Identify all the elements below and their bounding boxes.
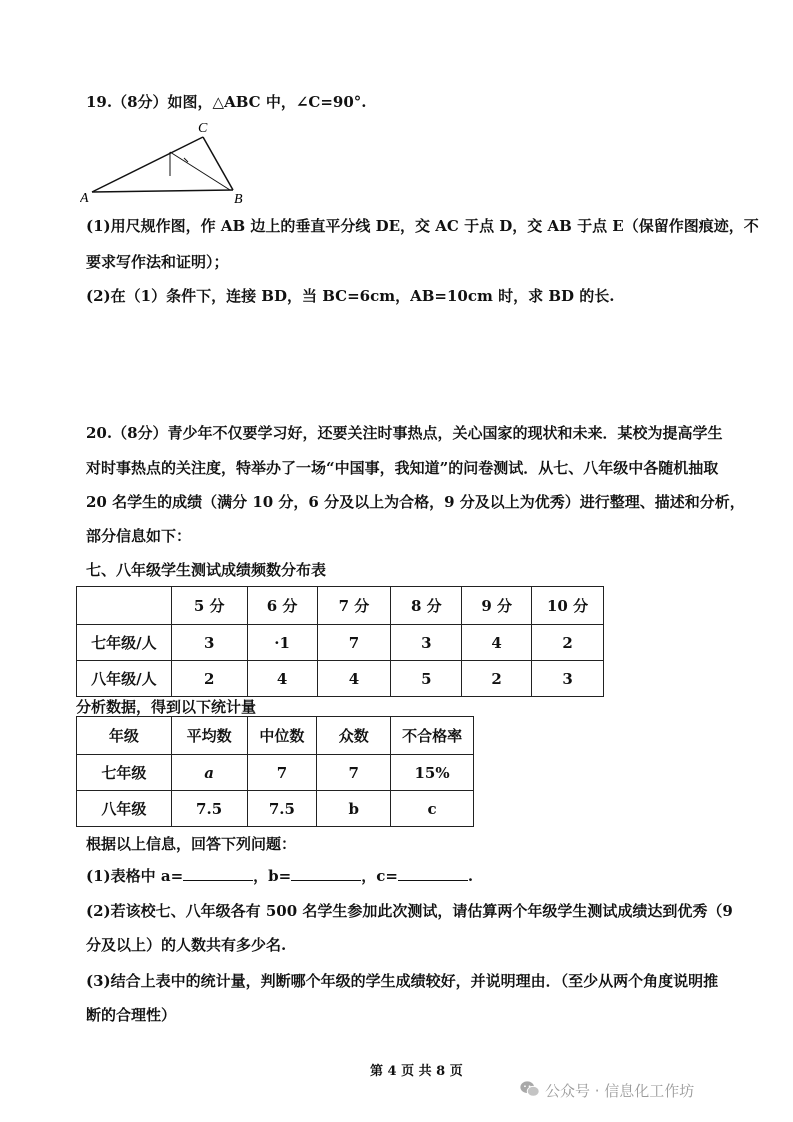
table-cell: c: [391, 791, 474, 827]
table-cell: 7.5: [247, 791, 317, 827]
table-cell: 七年级: [77, 755, 172, 791]
table-cell: b: [317, 791, 391, 827]
q19-header: 19.（8分）如图，△ABC 中，∠C=90°.: [86, 93, 367, 111]
answer-blank-c[interactable]: [398, 866, 468, 881]
answer-blank-a[interactable]: [183, 866, 253, 881]
q20-prompt: 根据以上信息，回答下列问题：: [86, 835, 297, 853]
triangle-figure: [80, 118, 255, 208]
table-header-row: [77, 717, 474, 755]
q20-part3-line2: 断的合理性）: [86, 1006, 177, 1024]
wechat-icon: [519, 1078, 541, 1100]
table-header-cell: 平均数: [171, 717, 247, 755]
table-header-cell: 不合格率: [391, 717, 474, 755]
q20-part2-line2: 分及以上）的人数共有多少名.: [86, 936, 287, 954]
table-header-cell: 7 分: [317, 587, 391, 625]
table-cell: 4: [317, 661, 391, 697]
table-cell: 7: [247, 755, 317, 791]
table-row: [77, 791, 474, 827]
part1-mid1: ，b=: [253, 867, 292, 885]
table-row: [77, 755, 474, 791]
q20-part1: [86, 866, 473, 886]
q20-line3: 20 名学生的成绩（满分 10 分，6 分及以上为合格，9 分及以上为优秀）进行整理、描述和分析，: [86, 493, 745, 511]
table-row: [77, 661, 604, 697]
q20-part2-line1: (2)若该校七、八年级各有 500 名学生参加此次测试，请估算两个年级学生测试成绩达到优秀（9: [86, 902, 733, 920]
table-header-row: [77, 587, 604, 625]
table-cell: 4: [247, 661, 317, 697]
statistics-table: [76, 716, 474, 827]
table-cell: 七年级/人: [77, 625, 172, 661]
table1-title: 七、八年级学生测试成绩频数分布表: [86, 561, 327, 579]
table-header-cell: 6 分: [247, 587, 317, 625]
table-cell: 2: [532, 625, 604, 661]
table-cell: ·1: [247, 625, 317, 661]
frequency-table: [76, 586, 604, 697]
table-header-cell: 9 分: [462, 587, 532, 625]
bisector-line: [170, 152, 230, 190]
table-cell: 3: [171, 625, 247, 661]
table-cell: a: [171, 755, 247, 791]
label-c: C: [198, 121, 208, 136]
part1-mid2: ，c=: [361, 867, 398, 885]
q19-part1-line1: (1)用尺规作图，作 AB 边上的垂直平分线 DE，交 AC 于点 D，交 AB 于点 E（保留作图痕迹，不: [86, 217, 759, 235]
q19-part1-line2: 要求写作法和证明）；: [86, 253, 229, 271]
watermark-text: 公众号 · 信息化工作坊: [545, 1082, 695, 1100]
table-cell: 3: [532, 661, 604, 697]
table-header-cell: 8 分: [391, 587, 462, 625]
q20-line2: 对时事热点的关注度，特举办了一场“中国事，我知道”的问卷测试．从七、八年级中各随机抽取: [86, 459, 719, 477]
side-ab: [92, 190, 233, 192]
table-cell: 5: [391, 661, 462, 697]
table-cell: 7.5: [171, 791, 247, 827]
label-b: B: [234, 192, 243, 207]
q19-part2: (2)在（1）条件下，连接 BD，当 BC=6cm，AB=10cm 时，求 BD 的长.: [86, 287, 615, 305]
part1-end: .: [467, 867, 474, 885]
table-cell: 15%: [391, 755, 474, 791]
table-cell: 7: [317, 755, 391, 791]
side-ac: [92, 137, 203, 192]
table-header-cell: 中位数: [247, 717, 317, 755]
q20-line1: 20.（8分）青少年不仅要学习好，还要关注时事热点，关心国家的现状和未来．某校为提高学生: [86, 424, 723, 442]
table-cell: 7: [317, 625, 391, 661]
table-cell: 八年级/人: [77, 661, 172, 697]
answer-blank-b[interactable]: [291, 866, 361, 881]
page-footer: 第 4 页 共 8 页: [370, 1064, 463, 1079]
table-header-cell: 年级: [77, 717, 172, 755]
table-header-cell: 5 分: [171, 587, 247, 625]
part1-prefix: (1)表格中 a=: [86, 867, 184, 885]
table-row: [77, 625, 604, 661]
table-cell: 2: [171, 661, 247, 697]
q20-part3-line1: (3)结合上表中的统计量，判断哪个年级的学生成绩较好，并说明理由．（至少从两个角度说明推: [86, 972, 719, 990]
q20-line4: 部分信息如下：: [86, 527, 192, 545]
table-cell: 2: [462, 661, 532, 697]
table-cell: 3: [391, 625, 462, 661]
table-cell: 4: [462, 625, 532, 661]
label-a: A: [80, 191, 89, 206]
table-header-cell: 10 分: [532, 587, 604, 625]
table-header-cell: [77, 587, 172, 625]
table-header-cell: 众数: [317, 717, 391, 755]
table-cell: 八年级: [77, 791, 172, 827]
table2-title: 分析数据，得到以下统计量: [76, 698, 257, 716]
